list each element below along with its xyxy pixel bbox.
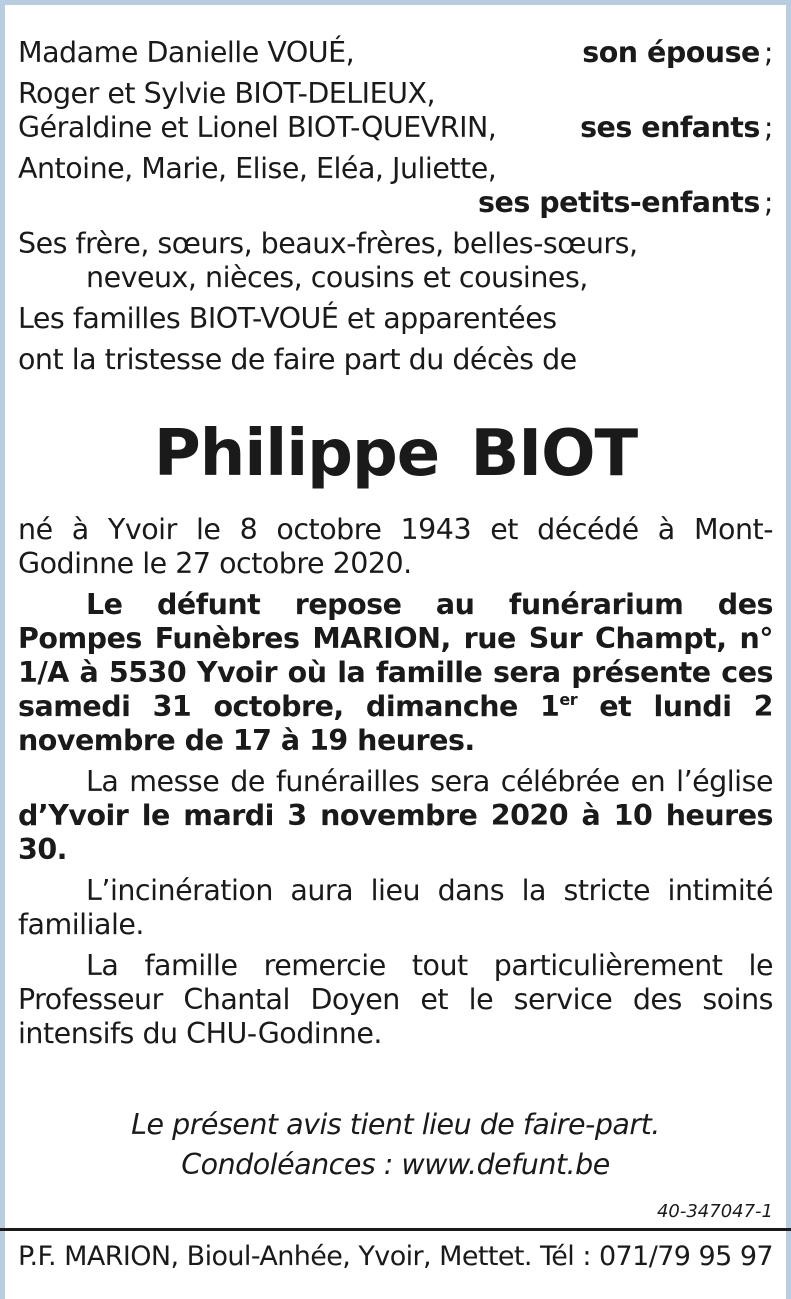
- mass-paragraph: La messe de funérailles sera célébrée en l’église d’Yvoir le mardi 3 novembre 2020 à 10 heures 30.: [18, 765, 773, 866]
- spouse-line: [18, 36, 773, 70]
- reference-number: 40-347047-1: [656, 1201, 773, 1222]
- grandchildren-role-line: [18, 186, 773, 220]
- thanks-paragraph: La famille remercie tout particulièrement le Professeur Chantal Doyen et le service des soins intensifs du CHU-Godinne.: [18, 949, 773, 1050]
- spouse-role: son épouse ;: [582, 36, 773, 69]
- closing-line-2: Condoléances : www.defunt.be: [181, 1148, 610, 1181]
- footer-divider: [0, 1228, 791, 1231]
- obituary-notice: [18, 36, 773, 1185]
- children-line-2: Géraldine et Lionel BIOT-QUEVRIN, ses enfants ;: [18, 111, 773, 144]
- children-role: ses enfants ;: [580, 111, 773, 144]
- grandchildren-line: Antoine, Marie, Elise, Eléa, Juliette,: [18, 152, 497, 185]
- grandchildren-role: ses petits-enfants ;: [478, 186, 773, 219]
- spouse-name: Madame Danielle VOUÉ,: [18, 36, 355, 69]
- families-line: Les familles BIOT-VOUÉ et apparentées: [18, 302, 557, 335]
- funeral-home-paragraph: Le défunt repose au funérarium des Pompes Funèbres MARION, rue Sur Champt, n° 1/A à 5530 Yvoir où la famille sera présente ces samedi 31 octobre, dimanche 1er et lundi 2 novembre de 17 à 19 heures.: [18, 588, 773, 757]
- cremation-paragraph: L’incinération aura lieu dans la stricte intimité familiale.: [18, 874, 773, 941]
- closing-line-1: Le présent avis tient lieu de faire-part.: [131, 1108, 660, 1141]
- deceased-name: Philippe BIOT: [153, 417, 638, 491]
- siblings-line-2: neveux, nièces, cousins et cousines,: [86, 261, 588, 294]
- siblings-line-1: Ses frère, sœurs, beaux-frères, belles-sœurs,: [18, 227, 638, 260]
- children-line-1: Roger et Sylvie BIOT-DELIEUX,: [18, 77, 436, 110]
- closing-block: [18, 1105, 773, 1185]
- announcement-line: ont la tristesse de faire part du décès de: [18, 343, 577, 376]
- birth-death-paragraph: né à Yvoir le 8 octobre 1943 et décédé à Mont-Godinne le 27 octobre 2020.: [18, 513, 773, 580]
- footer-funeral-director: P.F. MARION, Bioul-Anhée, Yvoir, Mettet. Tél : 071/79 95 97: [18, 1241, 773, 1272]
